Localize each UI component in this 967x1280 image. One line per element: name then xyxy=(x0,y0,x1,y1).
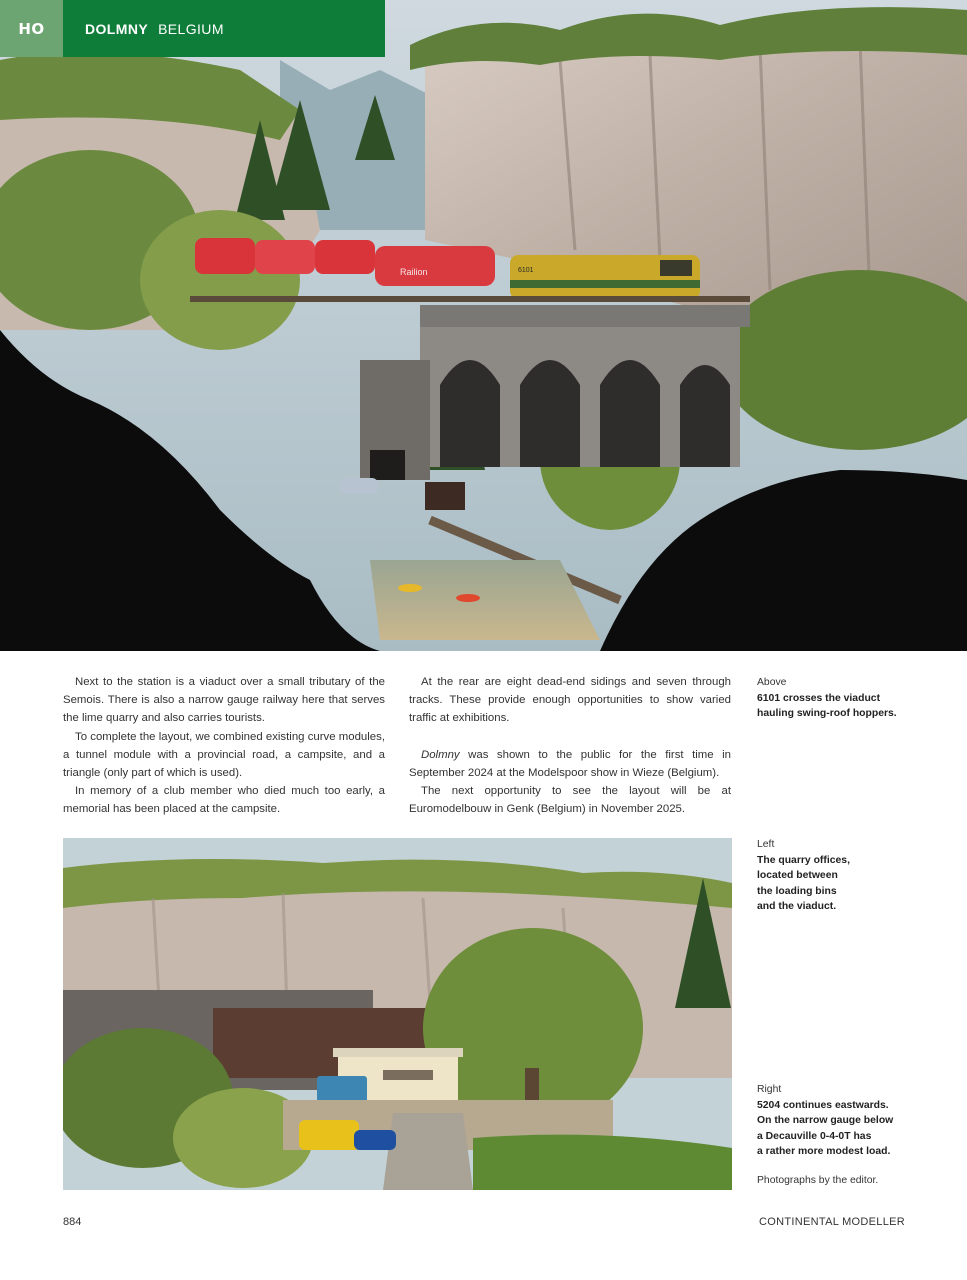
road xyxy=(383,1113,473,1190)
paragraph: The next opportunity to see the layout will be at Euromodelbouw in Genk (Belgium) in November 2025. xyxy=(409,785,731,816)
caption-right xyxy=(757,1082,917,1160)
scale-tag: HO xyxy=(0,0,63,57)
paragraph: To complete the layout, we combined existing curve modules, a tunnel module with a provincial road, a campsite, and a triangle (only part of which is used). xyxy=(63,730,385,780)
magazine-name: CONTINENTAL MODELLER xyxy=(759,1216,905,1228)
caption-label: Above xyxy=(757,677,787,688)
caption-text: 5204 continues eastwards. On the narrow gauge below a Decauville 0-4-0T has a rather more modest load. xyxy=(757,1099,894,1157)
blue-car xyxy=(354,1130,396,1150)
paragraph xyxy=(409,746,731,782)
country: BELGIUM xyxy=(158,20,224,37)
stone-viaduct xyxy=(420,305,750,467)
paragraph: At the rear are eight dead-end sidings and seven through tracks. These provide enough opportunities to show varied traffic at exhibitions. xyxy=(409,676,731,725)
photo-credit: Photographs by the editor. xyxy=(757,1175,879,1186)
section-header xyxy=(63,0,385,57)
caption-label: Right xyxy=(757,1084,782,1095)
photo-quarry-offices xyxy=(63,838,732,1190)
river xyxy=(370,560,600,640)
blue-van xyxy=(317,1076,367,1102)
caption-label: Left xyxy=(757,839,775,850)
paragraph: In memory of a club member who died much too early, a memorial has been placed at the campsite. xyxy=(63,785,385,816)
caption-text: The quarry offices, located between the loading bins and the viaduct. xyxy=(757,854,850,912)
paragraph-text: was shown to the public for the first time in September 2024 at the Modelspoor show in Wieze (Belgium). xyxy=(409,748,731,779)
loco-number: 6101 xyxy=(518,267,534,274)
yellow-van xyxy=(299,1120,359,1150)
layout-name-italic: Dolmny xyxy=(421,748,460,761)
caption-above xyxy=(757,675,917,722)
layout-name: DOLMNY xyxy=(85,20,149,37)
caption-text: 6101 crosses the viaduct hauling swing-roof hoppers. xyxy=(757,692,897,719)
body-column-1 xyxy=(63,673,385,819)
paragraph: Next to the station is a viaduct over a small tributary of the Semois. There is also a narrow gauge railway here that serves the lime quarry and also carries tourists. xyxy=(63,676,385,725)
body-column-2 xyxy=(409,673,731,818)
wagon-brand-label: Railion xyxy=(400,267,428,277)
page-number: 884 xyxy=(63,1216,82,1228)
steam-loco xyxy=(425,482,465,510)
caption-left xyxy=(757,837,917,915)
